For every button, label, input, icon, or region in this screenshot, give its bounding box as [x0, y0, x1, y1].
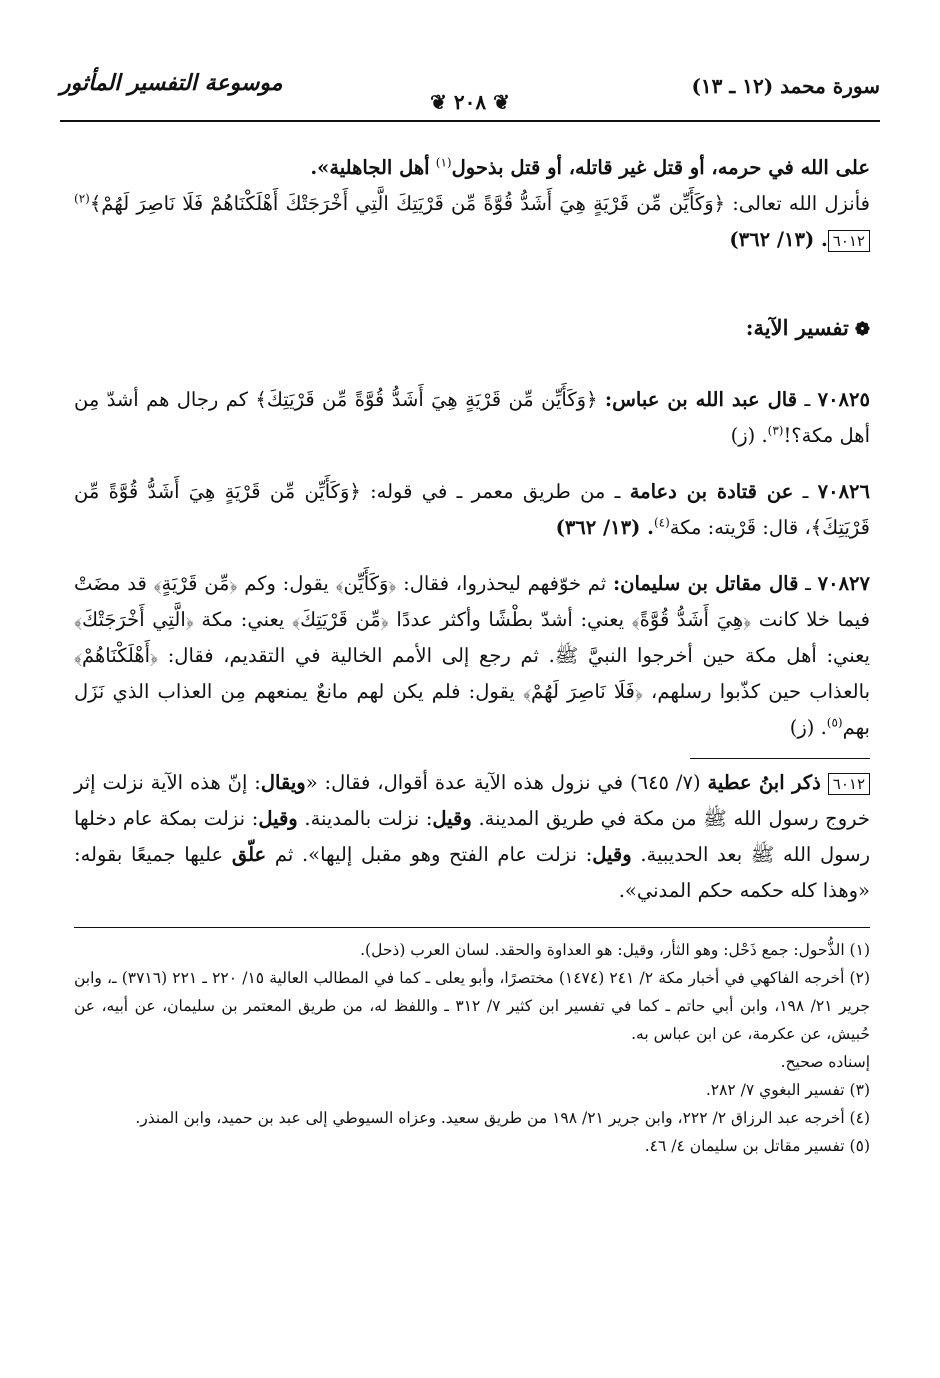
- ornament-icon: ❦: [486, 90, 510, 114]
- footnote-ref: (٤): [653, 515, 670, 530]
- entry-text: ثم خوّفهم ليحذروا، فقال: ﴿وَكَأَيِّن﴾ يقول: وكم ﴿مِّن قَرْيَةٍ﴾ قد مضَتْ فيما خلا كانت ﴿هِيَ أَشَدُّ قُوَّةً﴾ يعني: أشدّ بطْشًا وأكثر عددًا ﴿مِّن قَرْيَتِكَ﴾ يعني: مكة ﴿الَّتِي أَخْرَجَتْكَ﴾ يعني: أهل مكة حين أخرجوا النبيَّ ﷺ. ثم رجع إلى الأمم الخالية في التقديم، فقال: ﴿أَهْلَكْنَاهُمْ﴾ بالعذاب حين كذّبوا رسلهم، ﴿فَلَا نَاصِرَ لَهُمْ﴾ يقول: فلم يكن لهم مانعٌ يمنعهم مِن العذاب الذي نَزَل بهم: [74, 572, 870, 739]
- revelation-text: فأنزل الله تعالى: ﴿وَكَأَيِّن مِّن قَرْيَةٍ هِيَ أَشَدُّ قُوَّةً مِّن قَرْيَتِكَ الَّتِي أَخْرَجَتْكَ أَهْلَكْنَاهُمْ فَلَا نَاصِرَ لَهُمْ﴾$^{(٢)}$٦٠١٢. (١٣/ ٣٦٢): [74, 191, 870, 251]
- entry-author: قال مقاتل بن سليمان:: [612, 572, 799, 595]
- note-separator: [690, 758, 870, 759]
- section-heading: ❁تفسير الآية:: [745, 315, 870, 340]
- page-header: [60, 60, 880, 122]
- entry-text: ـ من طريق معمر ـ في قوله: ﴿وَكَأَيِّن مِّن قَرْيَةٍ هِيَ أَشَدُّ قُوَّةً مِّن قَرْيَتِكَ﴾، قال: قَرْيته: مكة: [74, 480, 870, 539]
- footnote: (٣) تفسير البغوي ٧/ ٢٨٢.: [705, 1081, 870, 1099]
- footnote-ref: (٥): [826, 715, 843, 730]
- note-box-number: ٦٠١٢: [828, 773, 870, 795]
- surah-title: سورة محمد (١٢ ـ ١٣): [691, 74, 880, 98]
- footnote: (٤) أخرجه عبد الرزاق ٢/ ٢٢٢، وابن جرير ٢١/ ١٩٨ من طريق سعيد. وعزاه السيوطي إلى عبد بن حميد، وابن المنذر.: [135, 1109, 870, 1127]
- entry-number: ٧٠٨٢٦: [817, 480, 870, 503]
- entry-number: ٧٠٨٢٥: [817, 388, 870, 411]
- header-rule: [60, 120, 880, 122]
- entry-number: ٧٠٨٢٧: [817, 572, 870, 595]
- boxed-note: ٦٠١٢ ذكر ابنُ عطية (٧/ ٦٤٥) في نزول هذه الآية عدة أقوال، فقال: «ويقال: إنّ هذه الآية نزلت إثر خروج رسول الله ﷺ من مكة في طريق المدينة. وقيل: نزلت بالمدينة. وقيل: نزلت بمكة عام دخلها رسول الله ﷺ بعد الحديبية. وقيل: نزلت عام الفتح وهو مقبل إليها». ثم علّق عليها جميعًا بقوله: «وهذا كله حكمه حكم المدني».: [74, 771, 870, 902]
- page-body: [74, 150, 870, 1160]
- page-number: ❦ ٢٠٨ ❦: [430, 90, 510, 114]
- ornament-icon: ❦: [430, 90, 454, 114]
- entry-author: عن قتادة بن دعامة: [629, 480, 794, 503]
- footnote-separator: [74, 927, 870, 928]
- book-title: موسوعة التفسير المأثور: [60, 70, 283, 96]
- flower-ornament-icon: ❁: [854, 319, 870, 340]
- footnote-ref: (١): [435, 155, 452, 170]
- note-box-ref: ٦٠١٢: [828, 230, 870, 252]
- entry: ٧٠٨٢٧ ـ قال مقاتل بن سليمان: ثم خوّفهم ليحذروا، فقال: ﴿وَكَأَيِّن﴾ يقول: وكم ﴿مِّن قَرْيَةٍ﴾ قد مضَتْ فيما خلا كانت ﴿هِيَ أَشَدُّ قُوَّةً﴾ يعني: أشدّ بطْشًا وأكثر عددًا ﴿مِّن قَرْيَتِكَ﴾ يعني: مكة ﴿الَّتِي أَخْرَجَتْكَ﴾ يعني: أهل مكة حين أخرجوا النبيَّ ﷺ. ثم رجع إلى الأمم الخالية في التقديم، فقال: ﴿أَهْلَكْنَاهُمْ﴾ بالعذاب حين كذّبوا رسلهم، ﴿فَلَا نَاصِرَ لَهُمْ﴾ يقول: فلم يكن لهم مانعٌ يمنعهم مِن العذاب الذي نَزَل بهم$^{(٥)}$. (ز): [74, 572, 870, 739]
- footnote: إسناده صحيح.: [780, 1053, 870, 1071]
- footnote-ref: (٢): [74, 191, 90, 206]
- footnote: (٥) تفسير مقاتل بن سليمان ٤/ ٤٦.: [644, 1137, 870, 1155]
- footnotes: [74, 936, 870, 1160]
- footnote: (١) الذُّحول: جمع ذَحْل: وهو الثأر، وقيل: هو العداوة والحقد. لسان العرب (ذحل).: [360, 941, 870, 959]
- continuation-text: على الله في حرمه، أو قتل غير قاتله، أو قتل بذحول$^{(١)}$ أهل الجاهلية».: [310, 155, 870, 179]
- entry: ٧٠٨٢٥ ـ قال عبد الله بن عباس: ﴿وَكَأَيِّن مِّن قَرْيَةٍ هِيَ أَشَدُّ قُوَّةً مِّن قَرْيَتِكَ﴾ كم رجال هم أشدّ مِن أهل مكة؟!$^{(٣)}$. (ز): [74, 388, 870, 447]
- entry: ٧٠٨٢٦ ـ عن قتادة بن دعامة ـ من طريق معمر ـ في قوله: ﴿وَكَأَيِّن مِّن قَرْيَةٍ هِيَ أَشَدُّ قُوَّةً مِّن قَرْيَتِكَ﴾، قال: قَرْيته: مكة$^{(٤)}$. (١٣/ ٣٦٢): [74, 480, 870, 539]
- entry-text: ﴿وَكَأَيِّن مِّن قَرْيَةٍ هِيَ أَشَدُّ قُوَّةً مِّن قَرْيَتِكَ﴾ كم رجال هم أشدّ مِن أهل مكة؟!: [74, 388, 870, 447]
- entry-author: قال عبد الله بن عباس:: [604, 388, 798, 411]
- footnote-ref: (٣): [767, 423, 784, 438]
- footnote: (٢) أخرجه الفاكهي في أخبار مكة ٢/ ٢٤١ (١٤٧٤) مختصرًا، وأبو يعلى ـ كما في المطالب العالية ١٥/ ٢٢٠ ـ ٢٢١ (٣٧١٦) ـ، وابن جرير ٢١/ ١٩٨، وابن أبي حاتم ـ كما في تفسير ابن كثير ٧/ ٣١٢ ـ واللفظ له، من طريق المعتمر بن سليمان، عن أبيه، عن حُبيش، عن عكرمة، عن ابن عباس به.: [74, 969, 870, 1043]
